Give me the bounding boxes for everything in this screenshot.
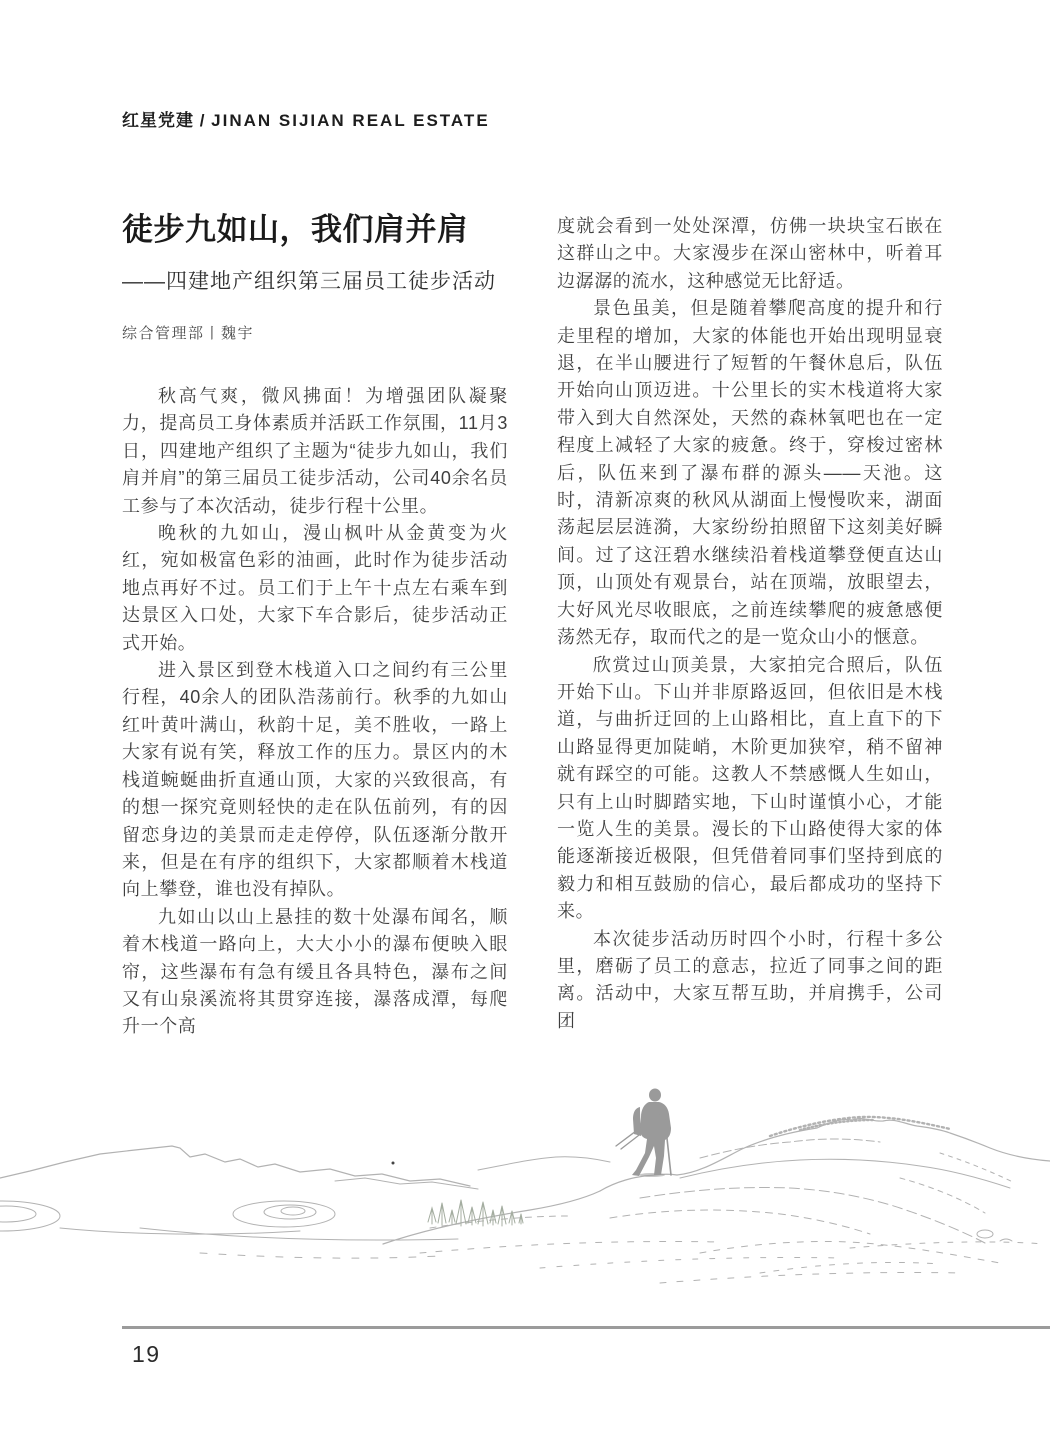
distant-ridge (0, 1146, 610, 1189)
header-brand: 红星党建 (122, 111, 194, 130)
small-dot (392, 1162, 395, 1165)
paragraph: 本次徒步活动历时四个小时，行程十多公里，磨砺了员工的意志，拉近了同事之间的距离。活动中，大家互帮互助，并肩携手，公司团 (557, 928, 943, 1031)
paragraph: 景色虽美，但是随着攀爬高度的提升和行走里程的增加，大家的体能也开始出现明显衰退，在半山腰进行了短暂的午餐休息后，队伍开始向山顶迈进。十公里长的实木栈道将大家带入到大自然深处，天然的森林氧吧也在一定程度上减轻了大家的疲惫。终于，穿梭过密林后，队伍来到了瀑布群的源头——天池。这时，清新凉爽的秋风从湖面上慢慢吹来，湖面荡起层层涟漪，大家纷纷拍照留下这刻美好瞬间。过了这汪碧水继续沿着栈道攀登便直达山顶，山顶处有观景台，站在顶端，放眼望去，大好风光尽收眼底，之前连续攀爬的疲惫感便荡然无存，取而代之的是一览众山小的惬意。 (557, 298, 943, 648)
article-title: 徒步九如山，我们肩并肩 (122, 212, 469, 247)
paragraph: 欣赏过山顶美景，大家拍完合照后，队伍开始下山。下山并非原路返回，但依旧是木栈道，与曲折迂回的上山路相比，直上直下的下山路显得更加陡峭，木阶更加狭窄，稍不留神就有踩空的可能。这教人不禁感慨人生如山，只有上山时脚踏实地，下山时谨慎小心，才能一览人生的美景。漫长的下山路使得大家的体能逐渐接近极限，但凭借着同事们坚持到底的毅力和相互鼓励的信心，最后都成功的坚持下来。 (557, 654, 943, 922)
paragraph: 晚秋的九如山，漫山枫叶从金黄变为火红，宛如极富色彩的油画，此时作为徒步活动地点再好不过。员工们于上午十点左右乘车到达景区入口处，大家下车合影后，徒步活动正式开始。 (122, 523, 508, 653)
mountain-illustration (0, 1058, 1050, 1308)
article-title-block (122, 212, 542, 343)
paragraph: 九如山以山上悬挂的数十处瀑布闻名，顺着木栈道一路向上，大大小小的瀑布便映入眼帘，这些瀑布有急有缓且各具特色，瀑布之间又有山泉溪流将其贯穿连接，瀑落成潭，每爬升一个高 (122, 906, 508, 1037)
hiker-silhouette (616, 1089, 671, 1178)
page-header (122, 106, 490, 131)
header-separator: / (194, 111, 212, 130)
right-column (557, 213, 943, 1035)
left-column (122, 383, 508, 1041)
footer-rule (122, 1326, 1050, 1329)
article-byline: 综合管理部丨魏宇 (122, 325, 255, 342)
paragraph-continuation: 度就会看到一处处深潭，仿佛一块块宝石嵌在这群山之中。大家漫步在深山密林中，听着耳边潺潺的流水，这种感觉无比舒适。 (557, 216, 943, 291)
hill-hatching (200, 1139, 1045, 1283)
foreground-contours (383, 1174, 677, 1244)
pond-contours (0, 1201, 458, 1240)
article-subtitle: ——四建地产组织第三届员工徒步活动 (122, 270, 496, 293)
paragraph: 进入景区到登木栈道入口之间约有三公里行程，40余人的团队浩荡前行。秋季的九如山红叶黄叶满山，秋韵十足，美不胜收，一路上大家有说有笑，释放工作的压力。景区内的木栈道蜿蜒曲折直通山顶，大家的兴致很高，有的想一探究竟则轻快的走在队伍前列，有的因留恋身边的美景而走走停停，队伍逐渐分散开来，但是在有序的组织下，大家都顺着木栈道向上攀登，谁也没有掉队。 (122, 660, 508, 900)
page-number: 19 (132, 1341, 161, 1367)
header-english-title: JINAN SIJIAN REAL ESTATE (211, 111, 490, 130)
hill-outline (677, 1117, 1050, 1175)
paragraph: 秋高气爽，微风拂面！为增强团队凝聚力，提高员工身体素质并活跃工作氛围，11月3日，四建地产组织了主题为“徒步九如山，我们肩并肩”的第三届员工徒步活动，公司40余名员工参与了本次活动，徒步行程十公里。 (122, 386, 508, 516)
